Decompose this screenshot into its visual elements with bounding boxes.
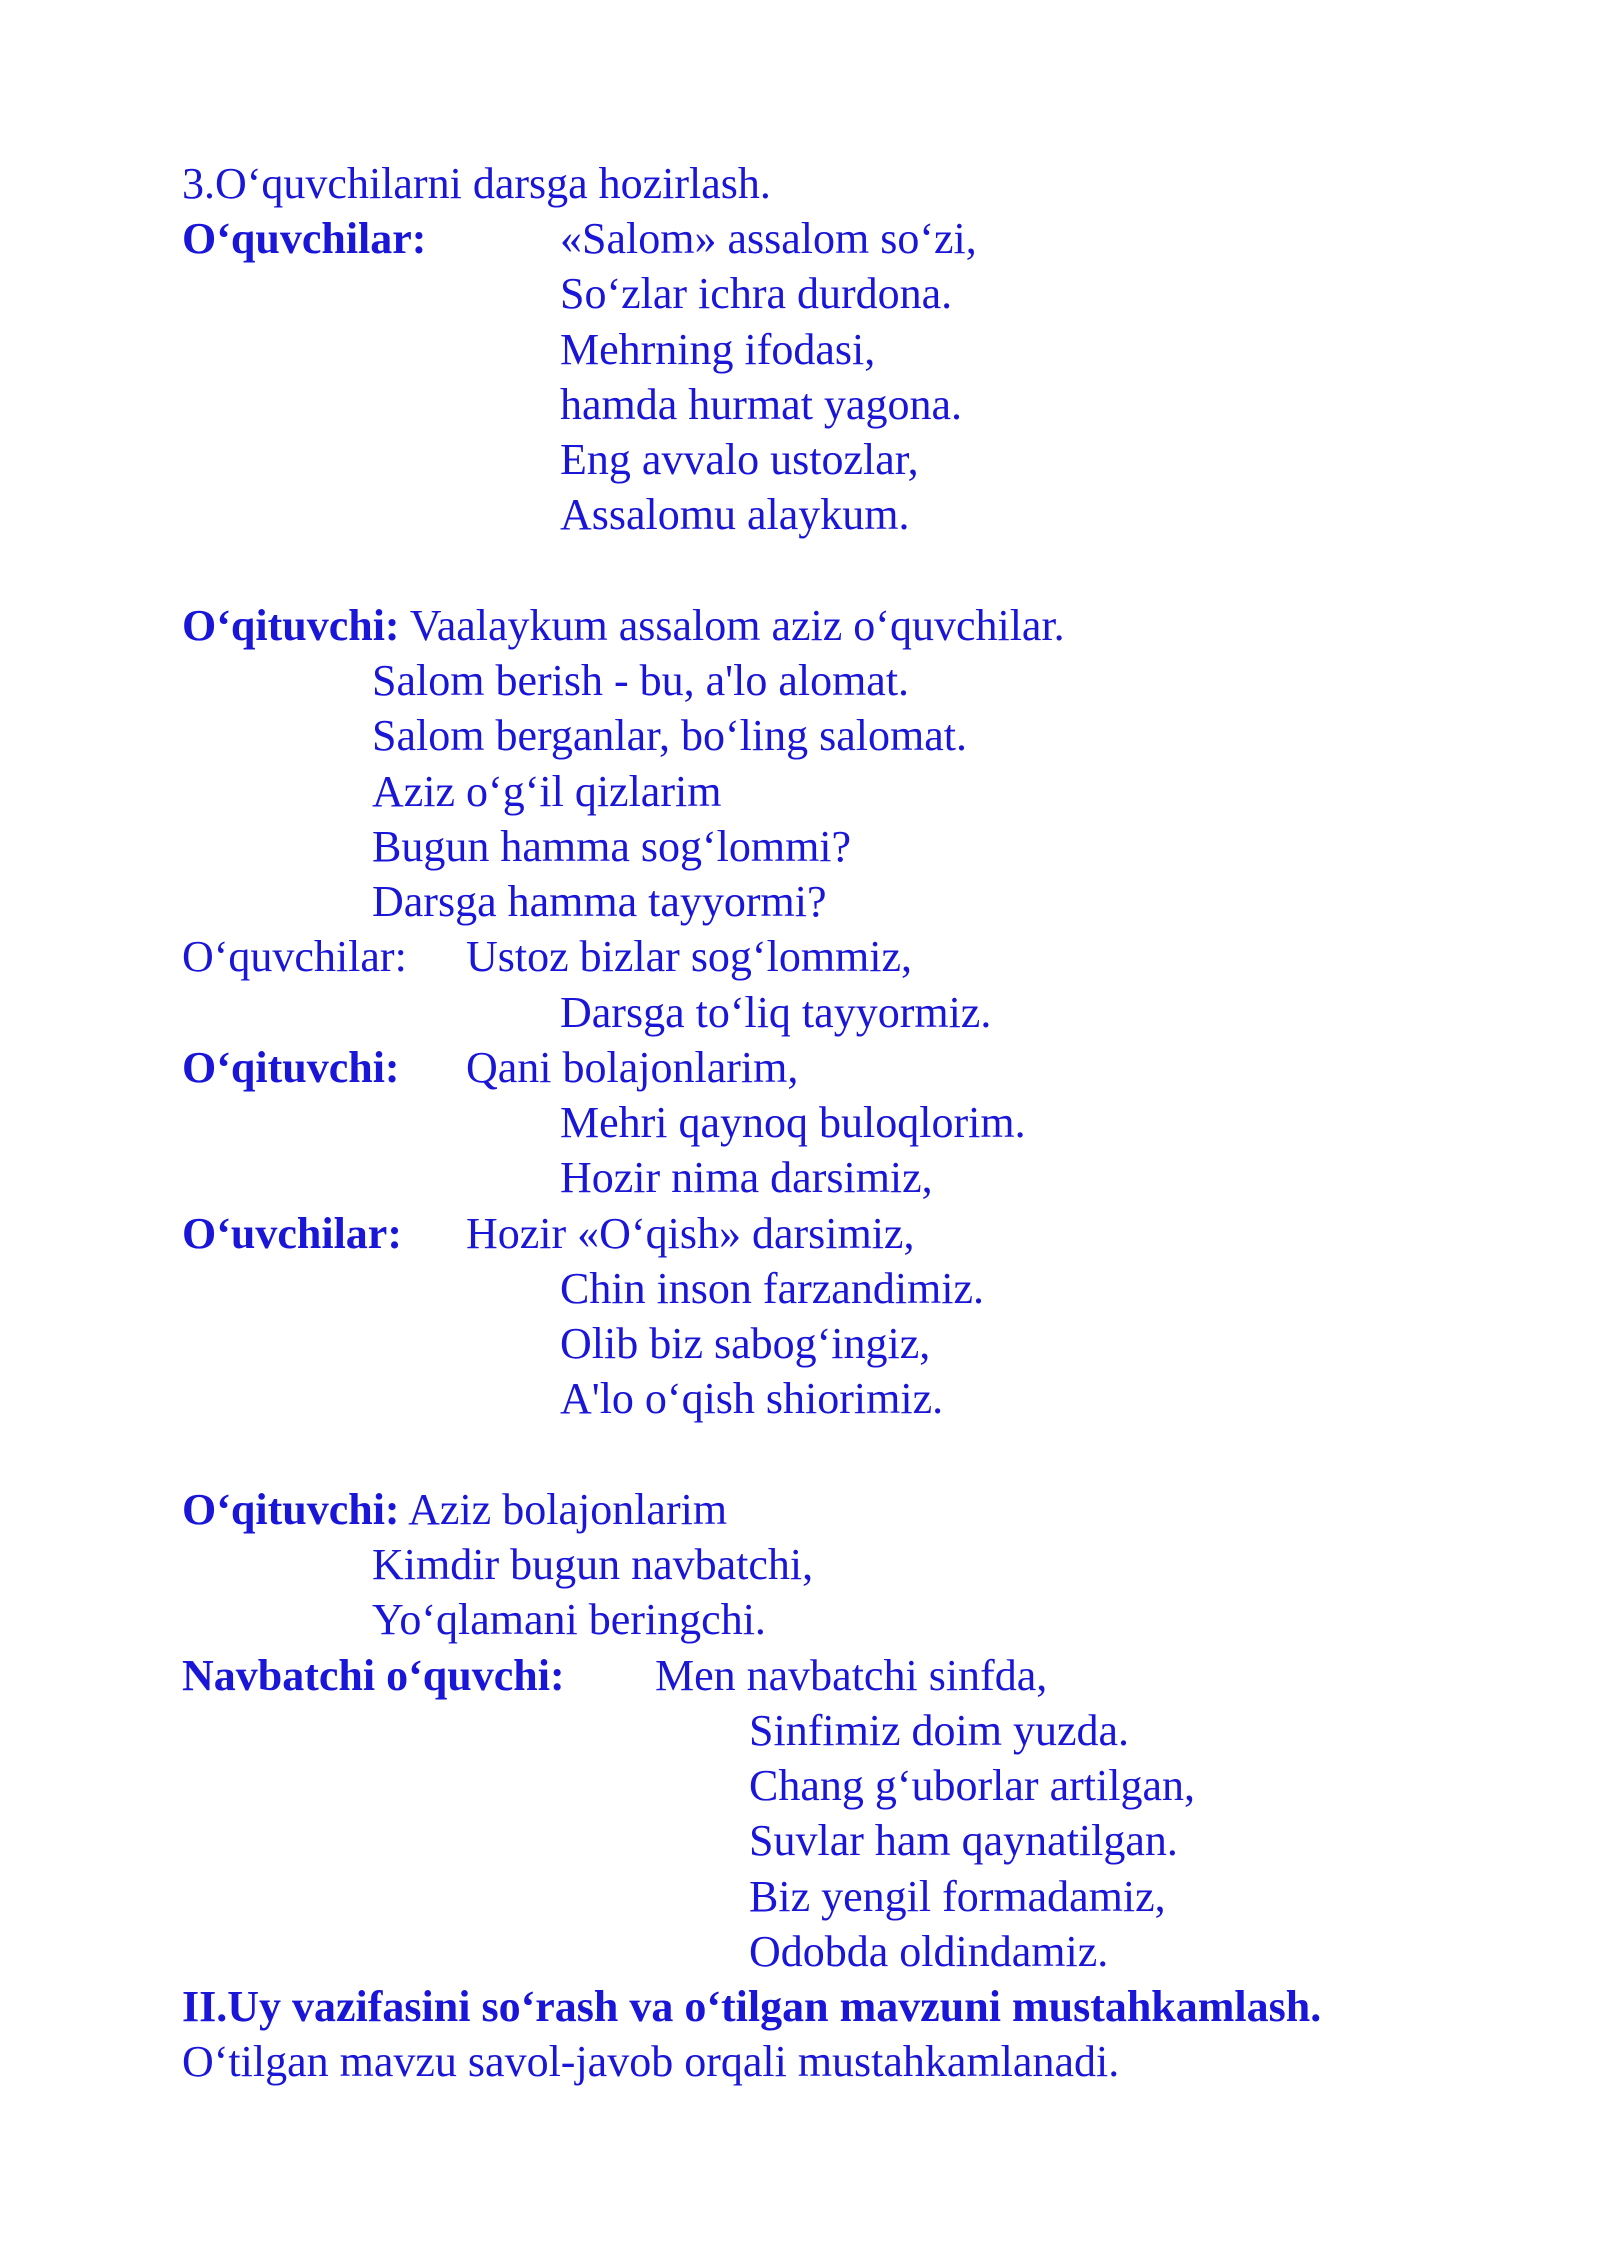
dialogue-line	[182, 601, 1065, 650]
verse-line: Kimdir bugun navbatchi,	[372, 1540, 814, 1589]
verse-line: Aziz o‘g‘il qizlarim	[372, 767, 722, 816]
verse-line: Salom berganlar, bo‘ling salomat.	[372, 711, 967, 760]
verse-line: Mehrning ifodasi,	[560, 325, 876, 374]
verse-line: Hozir nima darsimiz,	[560, 1153, 933, 1202]
verse-line: Chang g‘uborlar artilgan,	[749, 1761, 1195, 1810]
speaker-teacher: O‘qituvchi:	[182, 601, 400, 650]
speaker-teacher: O‘qituvchi:	[182, 1485, 400, 1534]
verse-line: Odobda oldindamiz.	[749, 1927, 1109, 1976]
verse-line: Salom berish - bu, a'lo alomat.	[372, 656, 910, 705]
verse-line: Hozir «O‘qish» darsimiz,	[466, 1209, 915, 1258]
verse-line: hamda hurmat yagona.	[560, 380, 962, 429]
verse-line: Yo‘qlamani beringchi.	[372, 1595, 766, 1644]
verse-line: Darsga hamma tayyormi?	[372, 877, 827, 926]
speaker-pupils: O‘quvchilar:	[182, 214, 427, 263]
verse-line: Biz yengil formadamiz,	[749, 1872, 1166, 1921]
dialogue-line	[182, 1485, 728, 1534]
speaker-pupils: O‘quvchilar:	[182, 932, 407, 981]
verse-line: Suvlar ham qaynatilgan.	[749, 1816, 1178, 1865]
verse-line: Chin inson farzandimiz.	[560, 1264, 985, 1313]
verse-line: Ustoz bizlar sog‘lommiz,	[466, 932, 913, 981]
speaker-teacher: O‘qituvchi:	[182, 1043, 400, 1092]
verse-line: Vaalaykum assalom aziz o‘quvchilar.	[409, 601, 1065, 650]
speaker-duty-pupil: Navbatchi o‘quvchi:	[182, 1651, 565, 1700]
verse-line: Sinfimiz doim yuzda.	[749, 1706, 1130, 1755]
verse-line: Darsga to‘liq tayyormiz.	[560, 988, 992, 1037]
speaker-pupils: O‘uvchilar:	[182, 1209, 402, 1258]
section-prep-title: 3.O‘quvchilarni darsga hozirlash.	[182, 159, 771, 208]
verse-line: Olib biz sabog‘ingiz,	[560, 1319, 931, 1368]
verse-line: A'lo o‘qish shiorimiz.	[560, 1374, 944, 1423]
verse-line: Bugun hamma sog‘lommi?	[372, 822, 852, 871]
verse-line: Aziz bolajonlarim	[408, 1485, 728, 1534]
verse-line: Eng avvalo ustozlar,	[560, 435, 919, 484]
verse-line: Men navbatchi sinfda,	[655, 1651, 1048, 1700]
verse-line: Assalomu alaykum.	[560, 490, 910, 539]
verse-line: So‘zlar ichra durdona.	[560, 269, 953, 318]
verse-line: Mehri qaynoq buloqlorim.	[560, 1098, 1026, 1147]
verse-line: Qani bolajonlarim,	[466, 1043, 799, 1092]
section-text: O‘tilgan mavzu savol-javob orqali mustahkamlanadi.	[182, 2037, 1120, 2086]
verse-line: «Salom» assalom so‘zi,	[560, 214, 977, 263]
section-heading: II.Uy vazifasini so‘rash va o‘tilgan mavzuni mustahkamlash.	[182, 1982, 1322, 2031]
